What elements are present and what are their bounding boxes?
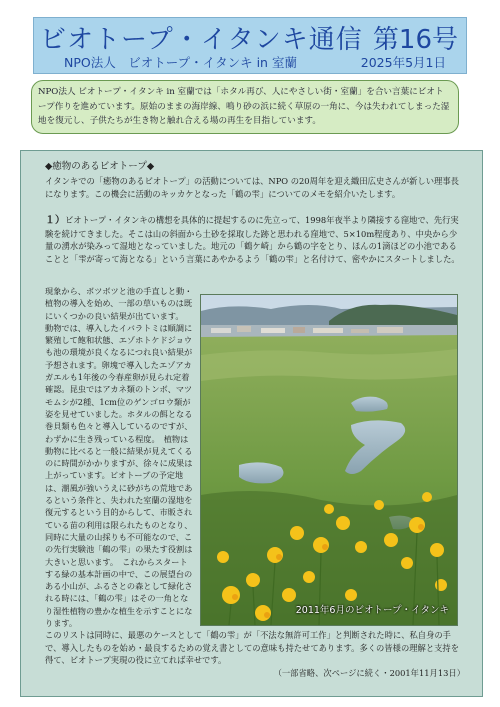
intro-text: NPO法人 ビオトープ・イタンキ in 室蘭では「ホタル再び、人にやさしい街・室蘭」を合い言葉にビオトープ作りを進めています。原始のままの海岸線、鳴り砂の浜に続く草原の一角に、今は失われてしまった湿地を復元し、子供たちが生き物と触れ合える場の再生を目指しています。 (38, 87, 450, 126)
biotope-landscape-image (201, 295, 457, 625)
article-continuation-note: （一部省略、次ページに続く・2001年11月13日） (273, 668, 465, 678)
article-paragraph-1: イタンキでの「癒物のあるビオトープ」の活動については、NPO の20周年を迎え織田広史さんが新しい理事長になります。この機会に活動のキッカケとなった「鶴の雫」についてのメモを紹介いたします。 (45, 176, 459, 199)
article-column-text: 現象から、ボツボツと池の手直しと動・植物の導入を始め、一部の草いものは既にいくつかの良い結果が出ています。 動物では、導入したイバラトミは順調に繁殖して飽和状態、エゾホトケドジョウも池の環境が良くなるにつれ良い結果が予想されます。卵塊で導入したエゾアカガエルも1年後の今春産卵が見られ定着確認。昆虫ではアカネ類のトンボ、マツモムシが2種、1cm位のゲンゴロウ類が姿を見せていました。ホタルの餌となる巻貝類も色々と導入しているのですが、わずかに生き残っている程度。 植物は動物に比べると一般に結果が見えてくるのに時間がかかりますが、徐々に成果は上がっています。ビオトープの予定地は、潮風が強いうえに砂がちの荒地であるという条件と、失われた室蘭の湿地を復元するという目的からして、市販されている苗の利用は限られたものとなり、同時に大量の山採りも不可能なので、この先行実験池「鶴の雫」の果たす役割は大きいと思います。 これからスタートする緑の基本計画の中で、この展望台のある小山が、ふるさとの森として緑化される時には、「鶴の雫」はその一角となり湿性植物の豊かな植生を示すことになります。 (45, 286, 193, 629)
organization-name: NPO法人 ビオトープ・イタンキ in 室蘭 (64, 55, 297, 70)
article-paragraph-2 (45, 214, 465, 265)
paragraph-number: １） (45, 215, 65, 226)
issue-date: 2025年5月1日 (360, 55, 446, 70)
issue-number: 第16号 (372, 25, 458, 55)
intro-box (31, 80, 459, 134)
newsletter-title: ビオトープ・イタンキ通信 (40, 25, 363, 55)
article-paragraph-2-text: ビオトープ・イタンキの構想を具体的に提起するのに先立って、1998年夜半より隣接する窪地で、先行実験を続けてきました。そこは山の斜面から土砂を採取した跡と思われる窪地で、5×10m程度あり、中央から少量の湧水が染みって湿地となっていました。地元の「鶴ケ崎」から鶴の字をとり、ほんの1滴ほどの小池であることと「雫が寄って海となる」という言葉にあやかるよう「鶴の雫」と名付けて、密やかにスタートしました。 (45, 215, 460, 264)
biotope-photo (200, 294, 458, 626)
photo-caption: 2011年6月のビオトープ・イタンキ (295, 605, 449, 616)
article-panel (20, 150, 483, 697)
section-title: ◆癒物のあるビオトープ◆ (45, 161, 155, 172)
article-paragraph-3: このリストは同時に、最悪のケースとして「鶴の雫」が「不法な無許可工作」と判断された時に、私自身の手で、導入したものを始め・最良するための覚え書としての意味も持たせてあります。多くの皆様の理解と支持を得て、ビオトープ実現の役に立てれば幸せです。 (45, 630, 460, 665)
newsletter-header (33, 17, 467, 74)
